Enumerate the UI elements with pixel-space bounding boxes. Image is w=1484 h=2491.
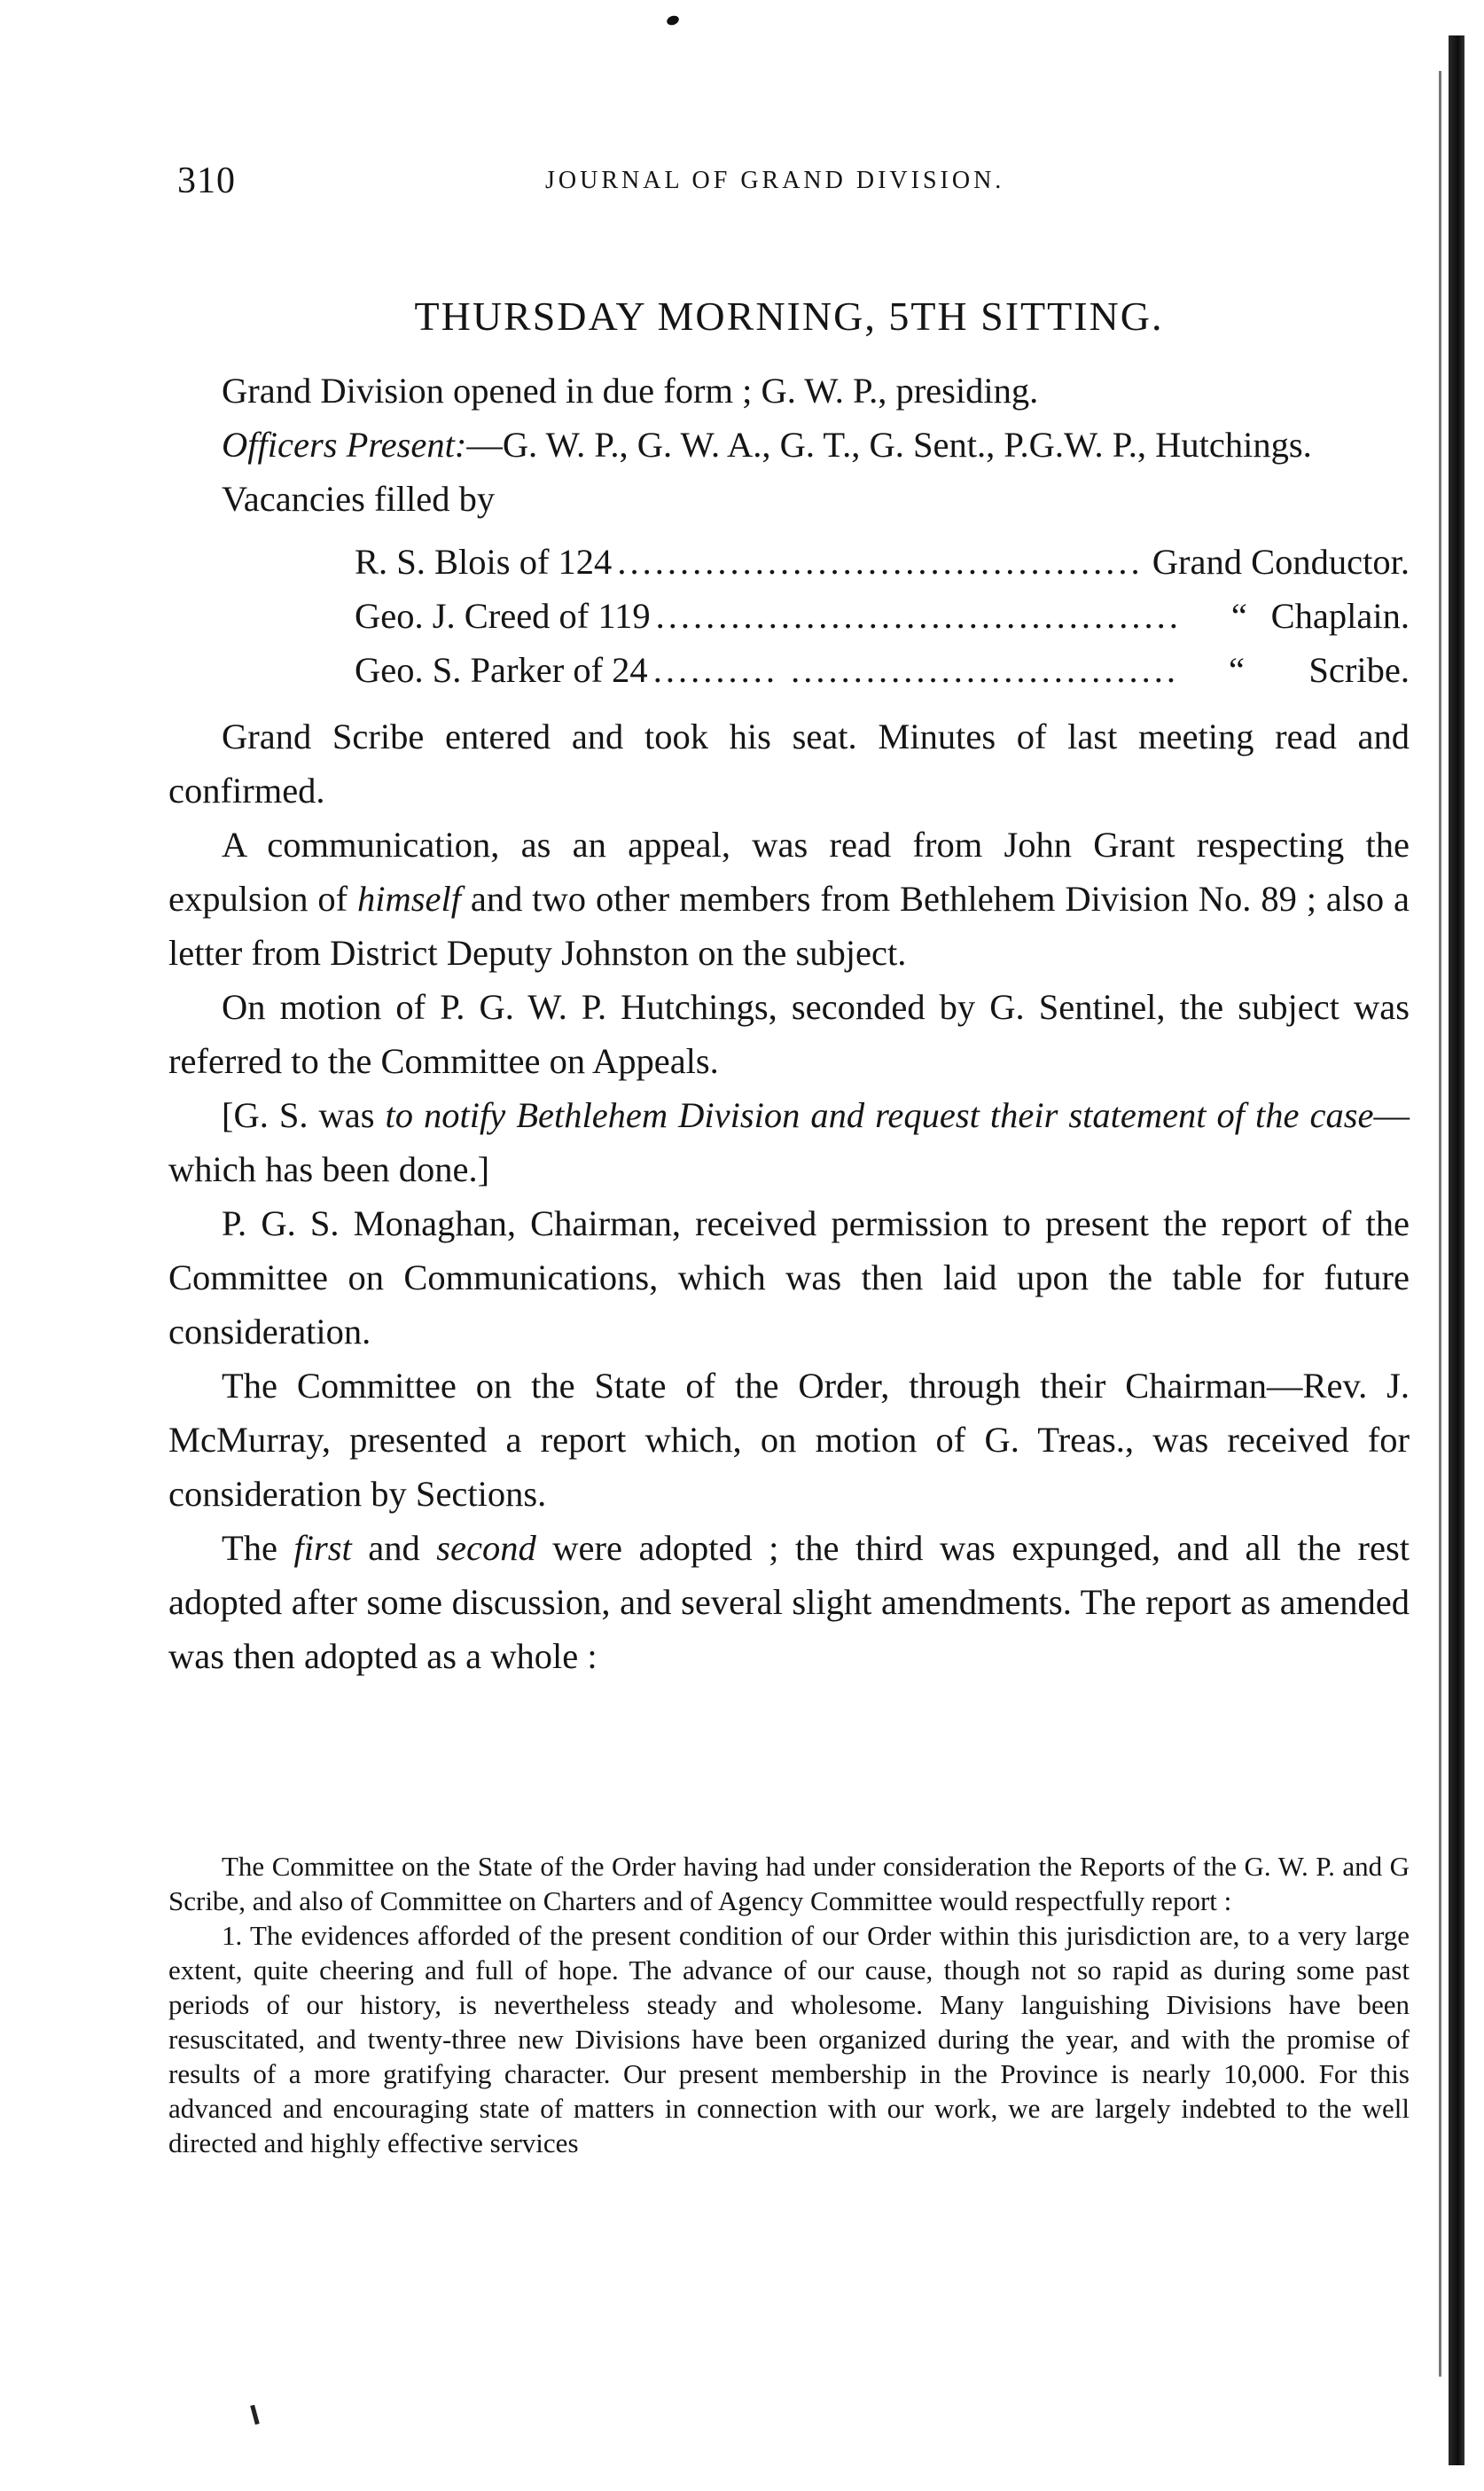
ink-speck [666, 14, 681, 27]
vacancy-role: Grand Conductor. [1152, 542, 1410, 582]
sitting-title: THURSDAY MORNING, 5TH SITTING. [414, 294, 1164, 339]
officers-list: —G. W. P., G. W. A., G. T., G. Sent., P.G.W. P., Hutchings. [466, 425, 1312, 465]
vacancy-row [355, 643, 1410, 697]
text-run: —which has been done.] [168, 1095, 1410, 1189]
paragraph-scribe: Grand Scribe entered and took his seat. Minutes of last meeting read and confirmed. [168, 717, 1410, 811]
ditto-mark: “ [1230, 596, 1247, 636]
vacancy-role: Scribe. [1308, 650, 1410, 690]
page-edge-line [1439, 71, 1441, 2377]
paragraph-appeal [168, 818, 1410, 980]
ink-speck [250, 2405, 260, 2425]
page-edge-shadow [1449, 35, 1464, 2465]
italic-run: himself [357, 879, 462, 919]
text-run: The [222, 1528, 294, 1568]
italic-run: to notify Bethlehem Division and request their statement of the case [385, 1095, 1374, 1135]
page-header [177, 160, 1401, 213]
paragraph-communications: P. G. S. Monaghan, Chairman, received permission to present the report of the Committee on Communications, which was then laid upon the table for future consideration. [168, 1203, 1410, 1351]
vacancy-leader-dots: .......................................... [655, 596, 1182, 636]
vacancy-name: R. S. Blois of 124 [355, 542, 613, 582]
text-run: A communication, as an appeal, was read from John Grant respecting the expulsion of [168, 825, 1410, 919]
vacancy-name: Geo. J. Creed of 119 [355, 596, 651, 636]
text-run: [G. S. was [222, 1095, 386, 1135]
paragraph-motion: On motion of P. G. W. P. Hutchings, seconded by G. Sentinel, the subject was referred to the Committee on Appeals. [168, 987, 1410, 1081]
ditto-mark: “ [1228, 650, 1245, 690]
italic-run: second [436, 1528, 536, 1568]
report-item-1: 1. The evidences afforded of the present condition of our Order within this jurisdiction are, to a very large extent, quite cheering and full of hope. The advance of our cause, though not so rapid as during some past periods of our history, is nevertheless steady and wholesome. Many languishing Divisions have been resuscitated, and twenty-three new Divisions have been organized during the year, and with the promise of results of a more gratifying character. Our present membership in the Province is nearly 10,000. For this advanced and encouraging state of matters in connection with our work, we are largely indebted to the well directed and highly effective services [168, 1920, 1410, 2158]
page-number: 310 [177, 161, 236, 201]
vacancy-role: Chaplain. [1270, 596, 1410, 636]
vacancy-name: Geo. S. Parker of 24 [355, 650, 648, 690]
report-intro: The Committee on the State of the Order having had under consideration the Reports of the G. W. P. and G Scribe, and also of Committee on Charters and of Agency Committee would respectfully report : [168, 1851, 1410, 1916]
vacancies-heading: Vacancies filled by [222, 479, 496, 519]
vacancy-list [168, 535, 1410, 697]
vacancy-leader-dots: .......... ............................... [652, 650, 1179, 690]
vacancy-leader-dots: .......................................... [617, 542, 1144, 582]
officers-label: Officers Present: [222, 425, 467, 465]
text-run: were adopted ; the third was expunged, and all the rest adopted after some discussion, and several slight amendments. The report as amended was then adopted as a whole : [168, 1528, 1410, 1676]
paragraph-note [168, 1088, 1410, 1196]
text-run: and two other members from Bethlehem Division No. 89 ; also a letter from District Deputy Johnston on the subject. [168, 879, 1410, 973]
committee-report [168, 1849, 1410, 2160]
minutes-body [168, 364, 1410, 1683]
vacancy-role-cell [1184, 643, 1410, 697]
paragraph-state-of-order: The Committee on the State of the Order, through their Chairman—Rev. J. McMurray, presented a report which, on motion of G. Treas., was received for consideration by Sections. [168, 1366, 1410, 1514]
vacancy-row [355, 535, 1410, 589]
opening-line: Grand Division opened in due form ; G. W. P., presiding. [222, 371, 1039, 411]
paragraph-adoption [168, 1521, 1410, 1683]
italic-run: first [293, 1528, 352, 1568]
vacancy-row [355, 589, 1410, 643]
text-run: and [351, 1528, 437, 1568]
vacancy-role-cell [1187, 589, 1410, 643]
running-head: JOURNAL OF GRAND DIVISION. [545, 167, 1005, 194]
officers-present [168, 418, 1410, 472]
